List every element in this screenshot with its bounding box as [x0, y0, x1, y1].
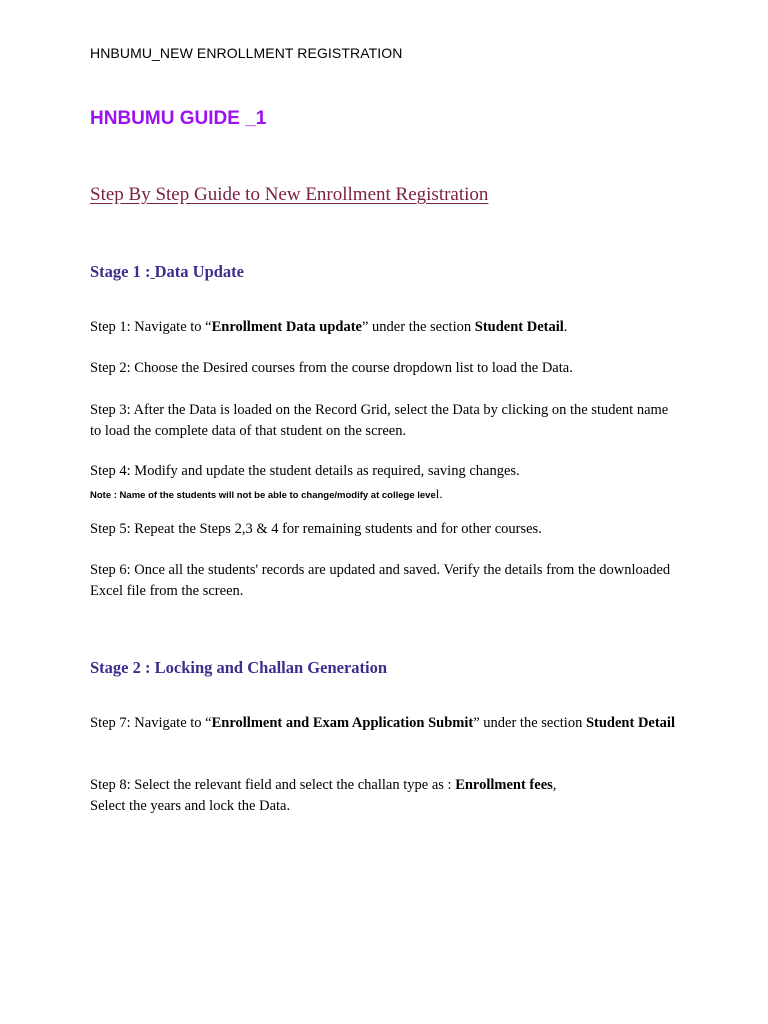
step-8-challan-type: Enrollment fees — [455, 777, 553, 793]
step-6: Step 6: Once all the students' records are updated and saved. Verify the details from the downloaded Excel file from the screen. — [90, 562, 671, 599]
stage-1-heading — [90, 262, 244, 282]
step-1-section-name: Student Detail — [474, 319, 564, 335]
step-1-menu-name: Enrollment Data update — [211, 319, 362, 335]
step-2: Step 2: Choose the Desired courses from the course dropdown list to load the Data. — [90, 360, 573, 376]
step-1 — [90, 317, 680, 338]
step-4: Step 4: Modify and update the student details as required, saving changes. — [90, 463, 520, 479]
step-7 — [90, 713, 680, 734]
page-header: HNBUMU_NEW ENROLLMENT REGISTRATION — [90, 45, 403, 61]
main-title: Step By Step Guide to New Enrollment Registration — [90, 184, 489, 205]
stage-2-heading: Stage 2 : Locking and Challan Generation — [90, 658, 388, 677]
step-7-menu-name: Enrollment and Exam Application Submit — [211, 715, 474, 731]
step-7-section-name: Student Detail — [585, 715, 675, 731]
step-8-text-end: , — [552, 777, 557, 793]
step-4-note — [90, 486, 443, 502]
step-1-text-end: . — [563, 319, 568, 335]
guide-title: HNBUMU GUIDE _1 — [90, 108, 267, 129]
stage-1-prefix: Stage 1 : — [90, 262, 151, 281]
step-7-text-mid: ” under the section — [473, 715, 586, 731]
step-1-text: Step 1: Navigate to “ — [90, 319, 212, 335]
step-7-text: Step 7: Navigate to “ — [90, 715, 212, 731]
stage-1-label: Data Update — [154, 262, 244, 281]
step-8 — [90, 775, 680, 817]
step-8-line-2: Select the years and lock the Data. — [90, 798, 291, 814]
step-8-text: Step 8: Select the relevant field and select the challan type as : — [90, 777, 456, 793]
note-text-tail: l. — [435, 486, 443, 501]
note-text: Note : Name of the students will not be able to change/modify at college leve — [90, 490, 436, 501]
step-1-text-mid: ” under the section — [362, 319, 475, 335]
step-5: Step 5: Repeat the Steps 2,3 & 4 for remaining students and for other courses. — [90, 521, 542, 537]
step-3: Step 3: After the Data is loaded on the Record Grid, select the Data by clicking on the student name to load the complete data of that student on the screen. — [90, 402, 669, 439]
